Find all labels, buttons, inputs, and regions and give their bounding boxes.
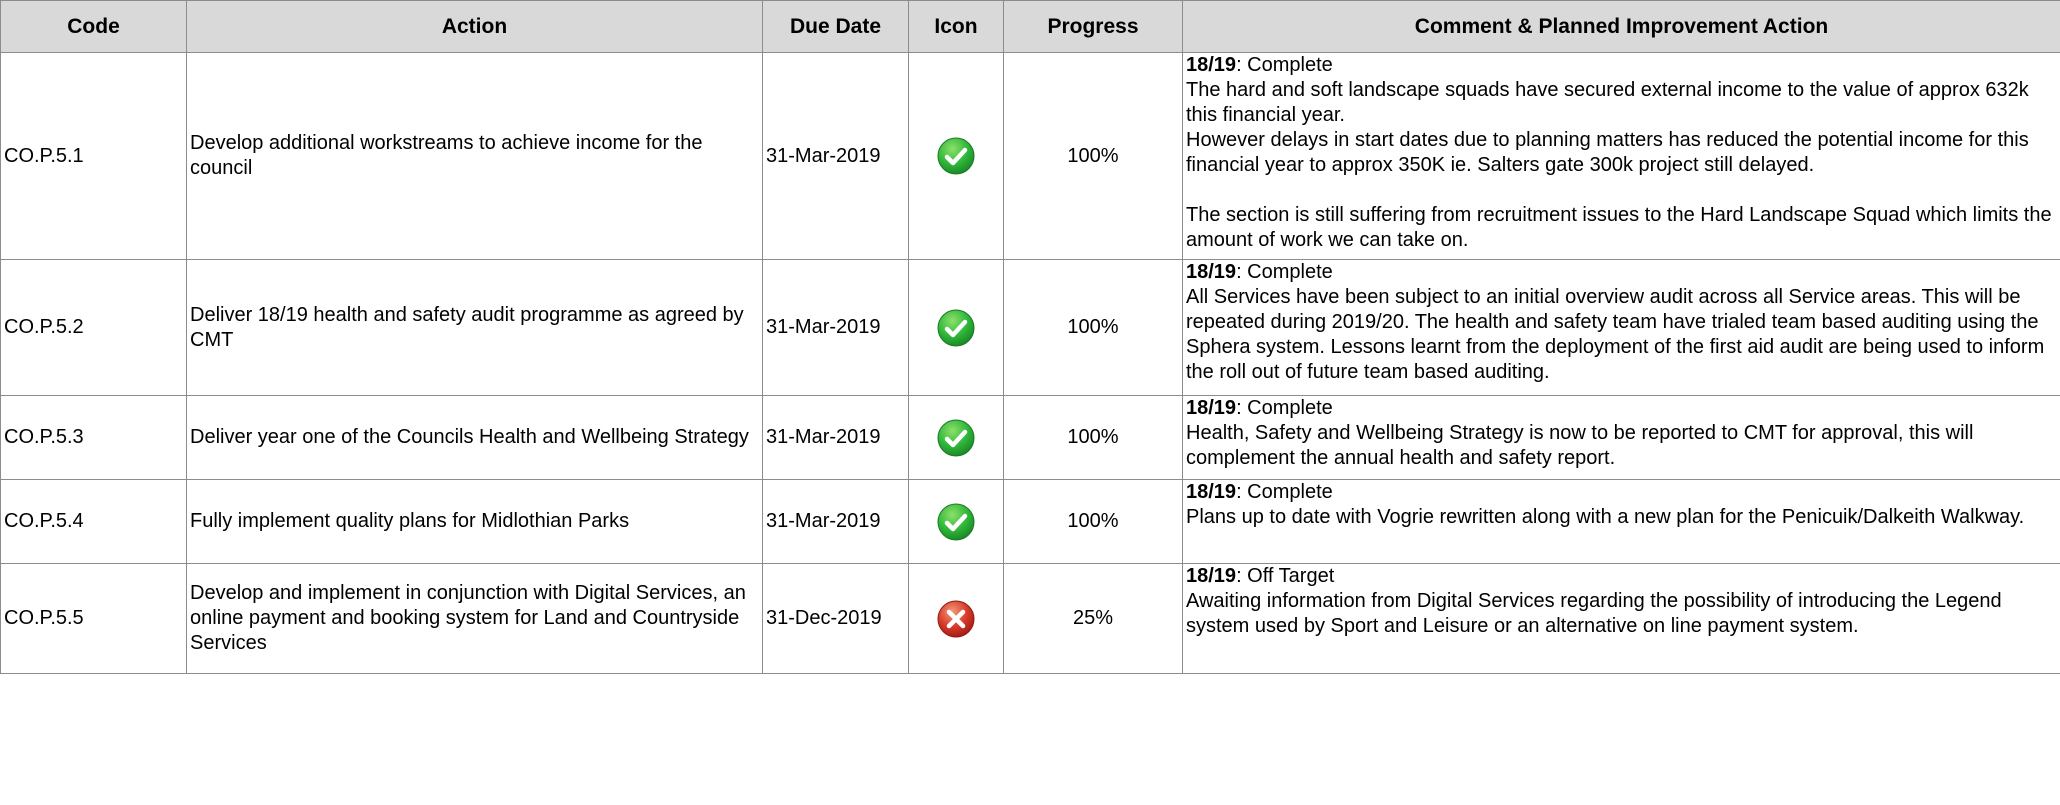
check-icon [936, 502, 976, 542]
comment-line: Health, Safety and Wellbeing Strategy is now to be reported to CMT for approval, this will complement the annual health and safety report. [1186, 422, 1974, 469]
cell-code: CO.P.5.3 [1, 396, 187, 480]
cell-icon [909, 53, 1004, 260]
cell-icon [909, 480, 1004, 564]
table-row [1, 480, 2060, 564]
cell-action: Deliver year one of the Councils Health and Wellbeing Strategy [187, 396, 763, 480]
comment-status: : Complete [1236, 397, 1333, 419]
cell-progress: 100% [1004, 396, 1183, 480]
cell-due-date: 31-Mar-2019 [763, 396, 909, 480]
header-progress: Progress [1004, 1, 1183, 53]
cell-comment [1183, 480, 2060, 564]
cell-action: Deliver 18/19 health and safety audit programme as agreed by CMT [187, 260, 763, 396]
table-row [1, 53, 2060, 260]
comment-status: : Off Target [1236, 565, 1335, 587]
cell-action: Develop and implement in conjunction with Digital Services, an online payment and booking system for Land and Countryside Services [187, 564, 763, 674]
comment-period: 18/19 [1186, 481, 1237, 503]
table-row [1, 260, 2060, 396]
cell-comment [1183, 260, 2060, 396]
comment-period: 18/19 [1186, 54, 1237, 76]
cell-comment [1183, 564, 2060, 674]
comment-line: Plans up to date with Vogrie rewritten along with a new plan for the Penicuik/Dalkeith Walkway. [1186, 506, 2025, 528]
comment-line: However delays in start dates due to planning matters has reduced the potential income for this financial year to approx 350K ie. Salters gate 300k project still delayed. [1186, 129, 2029, 176]
comment-status: : Complete [1236, 54, 1333, 76]
cell-progress: 100% [1004, 260, 1183, 396]
cell-due-date: 31-Mar-2019 [763, 480, 909, 564]
cell-due-date: 31-Dec-2019 [763, 564, 909, 674]
comment-line: The hard and soft landscape squads have secured external income to the value of approx 632k this financial year. [1186, 79, 2029, 126]
comment-status: : Complete [1236, 261, 1333, 283]
header-comment: Comment & Planned Improvement Action [1183, 1, 2060, 53]
comment-period: 18/19 [1186, 397, 1237, 419]
check-icon [936, 308, 976, 348]
header-code: Code [1, 1, 187, 53]
header-action: Action [187, 1, 763, 53]
check-icon [936, 418, 976, 458]
cell-due-date: 31-Mar-2019 [763, 260, 909, 396]
header-icon: Icon [909, 1, 1004, 53]
cell-code: CO.P.5.4 [1, 480, 187, 564]
comment-line [1186, 178, 2057, 203]
cell-progress: 25% [1004, 564, 1183, 674]
comment-line: The section is still suffering from recruitment issues to the Hard Landscape Squad which limits the amount of work we can take on. [1186, 204, 2052, 251]
cell-icon [909, 260, 1004, 396]
cell-icon [909, 396, 1004, 480]
cross-icon [936, 599, 976, 639]
cell-comment [1183, 396, 2060, 480]
cell-action: Fully implement quality plans for Midlothian Parks [187, 480, 763, 564]
cell-due-date: 31-Mar-2019 [763, 53, 909, 260]
cell-progress: 100% [1004, 53, 1183, 260]
cell-icon [909, 564, 1004, 674]
cell-action: Develop additional workstreams to achieve income for the council [187, 53, 763, 260]
comment-status: : Complete [1236, 481, 1333, 503]
comment-line: Awaiting information from Digital Services regarding the possibility of introducing the Legend system used by Sport and Leisure or an alternative on line payment system. [1186, 590, 2002, 637]
header-due-date: Due Date [763, 1, 909, 53]
comment-period: 18/19 [1186, 565, 1237, 587]
cell-code: CO.P.5.1 [1, 53, 187, 260]
comment-period: 18/19 [1186, 261, 1237, 283]
cell-code: CO.P.5.5 [1, 564, 187, 674]
cell-code: CO.P.5.2 [1, 260, 187, 396]
header-row [1, 1, 2060, 53]
table-row [1, 396, 2060, 480]
table-row [1, 564, 2060, 674]
cell-progress: 100% [1004, 480, 1183, 564]
cell-comment [1183, 53, 2060, 260]
comment-line: All Services have been subject to an initial overview audit across all Service areas. This will be repeated during 2019/20. The health and safety team have trialed team based auditing using the Sphera system. Lessons learnt from the deployment of the first aid audit are being used to inform the roll out of future team based auditing. [1186, 286, 2045, 383]
check-icon [936, 136, 976, 176]
